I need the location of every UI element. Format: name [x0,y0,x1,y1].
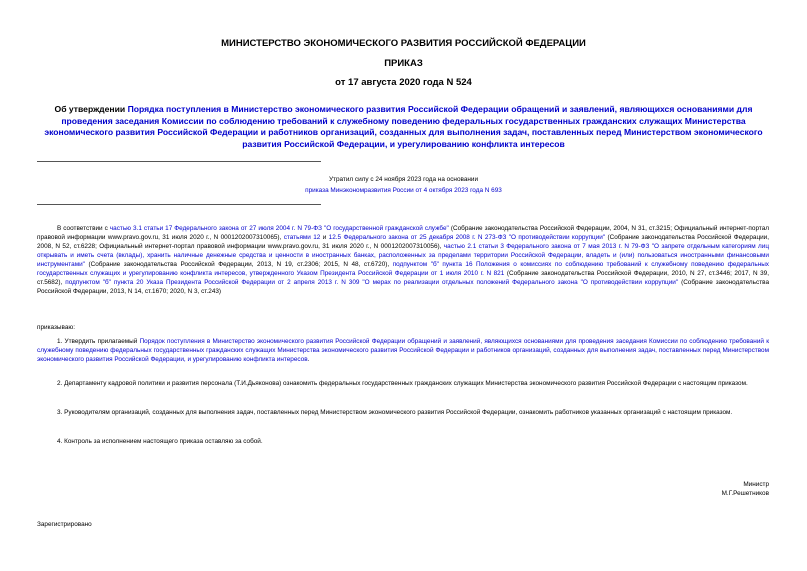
item-text: . [307,356,310,363]
signatory-position: Министр [743,481,769,488]
preamble-text: (Собрание законодательства Российской Федерации, 2013, N 14, ст.1670; 2020, N 3, ст.243) [37,279,769,295]
lost-force-basis-link[interactable]: приказа Минэкономразвития России от 4 октября 2023 года N 693 [305,187,502,194]
order-word: приказываю: [37,324,75,331]
registered-note: Зарегистрировано [37,521,92,528]
title-procedure-link[interactable]: Порядка поступления в Министерство экономического развития Российской Федерации обращений и заявлений, являющихся основаниями для проведения заседания Комиссии по соблюдению требований к служебному поведению федеральных государственных гражданских служащих Министерства экономического развития Российской Федерации и работников организаций, созданных для выполнения задач, поставленных перед Министерством экономического развития Российской Федерации, и урегулированию конфликта интересов [44,104,763,149]
document-title [40,104,767,150]
order-item-1 [37,337,769,364]
lost-force-note [300,174,507,196]
law-79-fz-2013-link[interactable]: частью 2.1 статьи 3 Федерального закона от 7 мая 2013 г. N 79-ФЗ "О запрете отдельным категориям лиц открывать и иметь счета (вклады), хранить наличные денежные средства и ценности в иностранных банках, расположенных за пределами территории Российской Федерации, владеть и (или) пользоваться иностранными финансовыми инструментами" [37,243,769,268]
preamble-text: и [320,234,329,241]
separator-rule [37,161,321,162]
title-prefix: Об утверждении [54,104,128,114]
procedure-link[interactable]: Порядок поступления в Министерство экономического развития Российской Федерации обращений и заявлений, являющихся основаниями для проведения заседания Комиссии по соблюдению требований к служебному поведению федеральных государственных гражданских служащих Министерства экономического развития Российской Федерации и работников организаций, созданных для выполнения задач, поставленных перед Министерством экономического развития Российской Федерации, и урегулированию конфликта интересов [37,338,769,363]
signature-block [722,481,769,497]
signatory-name: М.Г.Решетников [721,490,769,497]
preamble-text: (Собрание законодательства Российской Федерации, 2013, N 19, ст.2306; 2015, N 48, ст.6720), [84,261,393,268]
preamble-text: (Собрание законодательства Российской Федерации, 2008, N 52, ст.6228; Официальный интернет-портал правовой информации www.pravo.gov.ru, 31 июля 2020 г., N 0001202007310056), [37,234,770,250]
preamble-text: (Собрание законодательства Российской Федерации, 2004, N 31, ст.3215; Официальный интернет-портал правовой информации www.pravo.gov.ru, 31 июля 2020 г., N 0001202007310065), [37,225,769,241]
order-item-4: 4. Контроль за исполнением настоящего приказа оставляю за собой. [57,438,263,445]
decree-821-link[interactable]: подпунктом "б" пункта 16 Положения о комиссиях по соблюдению требований к служебному поведению федеральных государственных служащих и урегулированию конфликта интересов, утвержденного Указом Президента Российской Федерации от 1 июля 2010 г. N 821 [37,261,770,277]
preamble-text: В соответствии с [57,225,110,232]
preamble-text: (Собрание законодательства Российской Федерации, 2010, N 27, ст.3446; 2017, N 39, ст.5682), [37,270,769,286]
law-79-fz-link[interactable]: частью 3.1 статьи 17 Федерального закона от 27 июля 2004 г. N 79-ФЗ "О государственной гражданской службе" [109,225,449,232]
separator-rule [37,204,321,205]
decree-309-link[interactable]: подпунктом "б" пункта 20 Указа Президента Российской Федерации от 2 апреля 2013 г. N 309 "О мерах по реализации отдельных положений Федерального закона "О противодействии коррупции" [65,279,679,286]
document-type: ПРИКАЗ [384,58,423,69]
lost-force-text: Утратил силу с 24 ноября 2023 года на основании [328,176,479,183]
item-text: 1. Утвердить прилагаемый [57,338,140,345]
preamble-paragraph [37,224,769,296]
law-273-fz-link[interactable]: 12.5 Федерального закона от 25 декабря 2008 г. N 273-ФЗ "О противодействии коррупции" [328,234,606,241]
order-item-2: 2. Департаменту кадровой политики и развития персонала (Т.И.Дьяконова) ознакомить федеральных государственных гражданских служащих Министерства экономического развития Российской Федерации с настоящим приказом. [57,380,748,387]
document-date-number: от 17 августа 2020 года N 524 [335,77,472,88]
order-item-3: 3. Руководителям организаций, созданных для выполнения задач, поставленных перед Министерством экономического развития Российской Федерации, ознакомить работников указанных организаций с настоящим приказом. [57,409,733,416]
article-12-link[interactable]: статьями 12 [283,234,321,241]
ministry-name: МИНИСТЕРСТВО ЭКОНОМИЧЕСКОГО РАЗВИТИЯ РОССИЙСКОЙ ФЕДЕРАЦИИ [221,38,586,49]
